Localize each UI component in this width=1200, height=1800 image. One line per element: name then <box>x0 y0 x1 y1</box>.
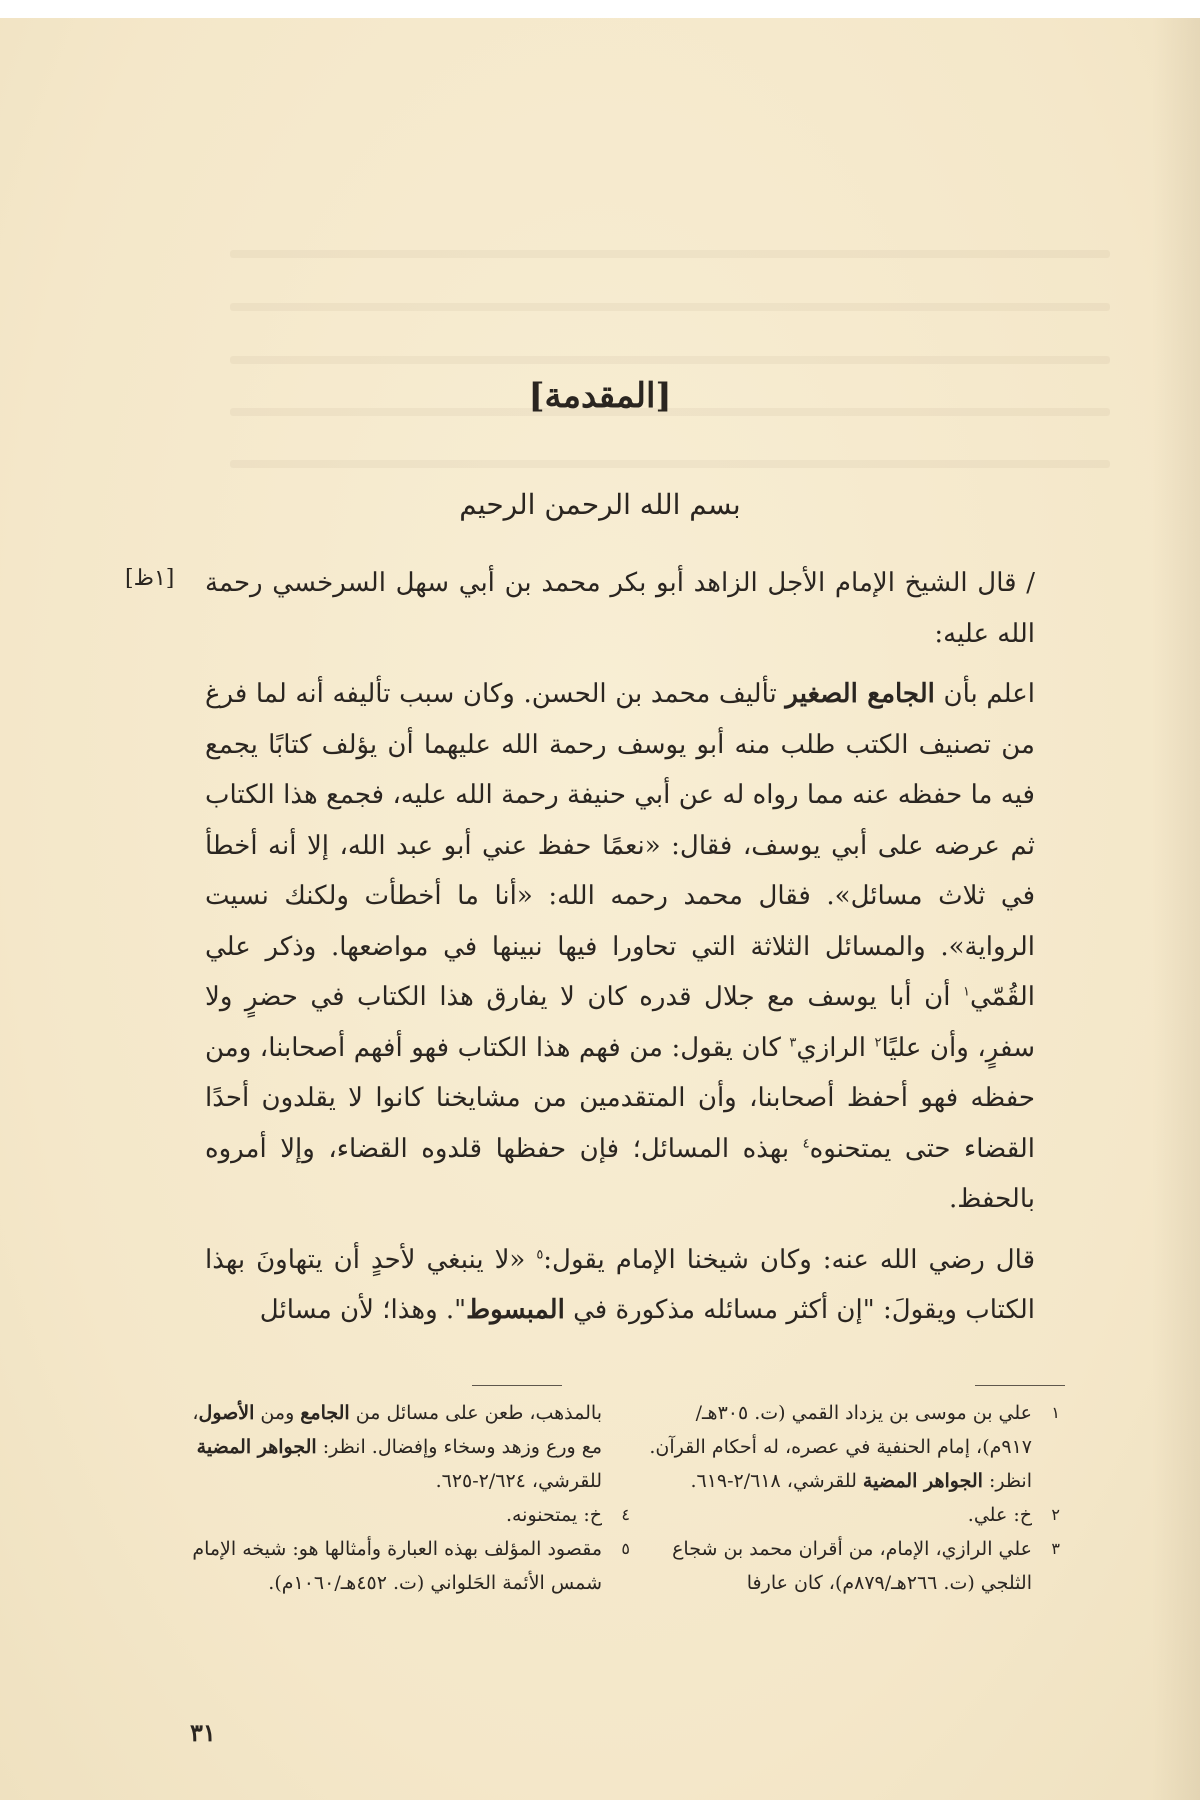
book-title-bold: الجامع الصغير <box>785 679 935 709</box>
text-run: أن أبا يوسف مع جلال قدره كان لا يفارق هذا الكتاب في حضرٍ ولا سفرٍ، وأن عليًا <box>205 982 1035 1063</box>
footnote-text <box>190 1396 602 1498</box>
book-title-bold: الجامع <box>300 1402 350 1424</box>
footnote-text <box>640 1396 1032 1498</box>
book-title-bold: الجواهر المضية <box>862 1470 983 1492</box>
footnote-text: علي الرازي، الإمام، من أقران محمد بن شجاع الثلجي (ت. ٢٦٦هـ/٨٧٩م)، كان عارفا <box>672 1538 1032 1594</box>
main-text <box>205 558 1035 1336</box>
footnote-separator-left <box>472 1385 562 1386</box>
footnote-2 <box>640 1498 1060 1532</box>
footnote-ref[interactable]: ٤ <box>802 1135 810 1151</box>
footnote-number: ١ <box>1051 1403 1060 1422</box>
footnote-ref[interactable]: ١ <box>963 984 970 1000</box>
footnote-text: مقصود المؤلف بهذه العبارة وأمثالها هو: شيخه الإمام شمس الأئمة الحَلواني (ت. ٤٥٢هـ/١٠٦٠م). <box>192 1538 602 1594</box>
footnote-ref[interactable]: ٥ <box>536 1246 544 1262</box>
text-run: ". وهذا؛ لأن مسائل <box>259 1295 467 1325</box>
paragraph-1 <box>205 669 1035 1225</box>
footnote-1 <box>640 1396 1060 1498</box>
section-heading: [المقدمة] <box>528 376 672 416</box>
paragraph-2 <box>205 1235 1035 1336</box>
footnotes-right-column <box>640 1396 1060 1600</box>
footnote-number: ٥ <box>621 1539 630 1558</box>
text-run: كان يقول: من فهم هذا الكتاب فهو أفهم أصحابنا، ومن حفظه فهو أحفظ أصحابنا، وأن المتقدمين من مشايخنا كانوا لا يقلدون أحدًا القضاء حتى يمتحنوه <box>205 1032 1035 1164</box>
text-run: علي بن موسى بن يزداد القمي (ت. ٣٠٥هـ/ ٩١٧م)، إمام الحنفية في عصره، له أحكام القرآن. انظر: <box>649 1402 1032 1492</box>
show-through-line <box>230 460 1110 468</box>
basmala: بسم الله الرحمن الرحيم <box>459 488 741 521</box>
footnote-number: ٣ <box>1051 1539 1060 1558</box>
show-through-line <box>230 356 1110 364</box>
footnote-text: خ: علي. <box>967 1504 1032 1526</box>
footnote-5 <box>190 1532 630 1600</box>
text-run: «لا ينبغي لأحدٍ أن يتهاونَ بهذا الكتاب ويقولَ: "إن أكثر مسائله مذكورة في <box>205 1244 1035 1325</box>
opening-line: / قال الشيخ الإمام الأجل الزاهد أبو بكر محمد بن أبي سهل السرخسي رحمة الله عليه: <box>205 568 1035 649</box>
footnote-separator-right <box>975 1385 1065 1386</box>
footnote-ref[interactable]: ٢ <box>874 1034 882 1050</box>
text-run: للقرشي، ٢/٦٢٤-٦٢٥. <box>435 1470 602 1492</box>
footnote-ref[interactable]: ٣ <box>789 1034 797 1050</box>
text-run: ، مع ورع وزهد وسخاء وإفضال. انظر: <box>192 1402 602 1458</box>
book-title-bold: الأصول <box>198 1402 255 1424</box>
page-number: ٣١ <box>190 1718 216 1747</box>
show-through-line <box>230 303 1110 311</box>
footnote-3 <box>640 1532 1060 1600</box>
text-run: اعلم بأن <box>934 679 1036 709</box>
book-title-bold: الجواهر المضية <box>196 1436 317 1458</box>
folio-marker: [١ظ] <box>125 566 175 591</box>
footnote-number: ٤ <box>621 1505 630 1524</box>
text-run: للقرشي، ٢/٦١٨-٦١٩. <box>690 1470 863 1492</box>
footnote-number: ٢ <box>1051 1505 1060 1524</box>
text-run: قال رضي الله عنه: وكان شيخنا الإمام يقول: <box>543 1244 1036 1275</box>
text-run: تأليف محمد بن الحسن. وكان سبب تأليفه أنه لما فرغ من تصنيف الكتب طلب منه أبو يوسف رحمة الله عليهما أن يؤلف كتابًا يجمع فيه ما حفظه عنه مما رواه له عن أبي حنيفة رحمة الله عليه، فجمع هذا الكتاب ثم عرضه على أبي يوسف، فقال: «نعمًا حفظ عني أبو عبد الله، إلا أنه أخطأ في ثلاث مسائل». فقال محمد رحمه الله: «أنا ما أخطأت ولكنك نسيت الرواية». والمسائل الثلاثة التي تحاورا فيها نبينها في مواضعها. وذكر علي القُمّي <box>205 679 1035 1012</box>
footnote-4 <box>190 1498 630 1532</box>
footnotes-left-column <box>190 1396 630 1600</box>
text-run: بهذه المسائل؛ فإن حفظها قلدوه القضاء، وإلا أمروه بالحفظ. <box>205 1133 1035 1214</box>
text-run: ومن <box>254 1402 301 1424</box>
text-run: الرازي <box>796 1032 875 1063</box>
text-run: بالمذهب، طعن على مسائل من <box>349 1402 602 1424</box>
show-through-line <box>230 250 1110 258</box>
book-title-bold: المبسوط <box>466 1295 565 1325</box>
footnote-text: خ: يمتحنونه. <box>505 1504 602 1526</box>
footnote-3-continuation <box>190 1396 630 1498</box>
book-page <box>0 18 1200 1800</box>
